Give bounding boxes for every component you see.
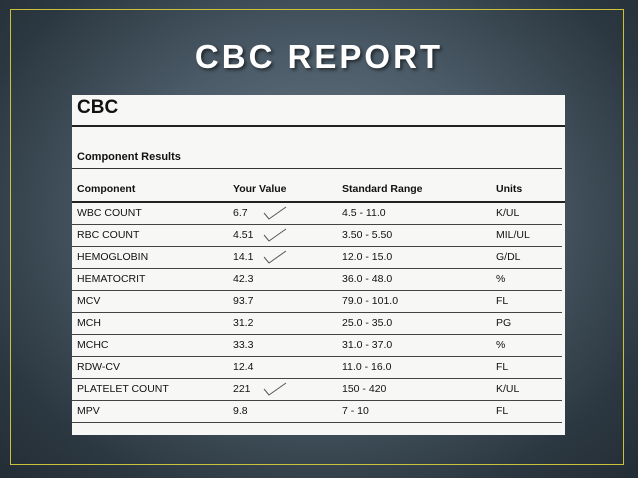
units-cell: MIL/UL <box>496 229 530 241</box>
row-divider <box>72 422 562 423</box>
range-cell: 12.0 - 15.0 <box>342 251 393 263</box>
header-units: Units <box>496 183 523 195</box>
range-cell: 11.0 - 16.0 <box>342 361 392 373</box>
check-mark-icon <box>262 227 288 243</box>
value-cell: 12.4 <box>233 361 254 373</box>
range-cell: 7 - 10 <box>342 405 369 417</box>
units-cell: FL <box>496 361 509 373</box>
range-cell: 150 - 420 <box>342 383 387 395</box>
table-row <box>72 313 565 335</box>
table-row <box>72 357 565 379</box>
table-row <box>72 225 565 247</box>
table-row <box>72 203 565 225</box>
component-cell: RBC COUNT <box>77 229 140 241</box>
component-cell: MPV <box>77 405 100 417</box>
report-document <box>72 95 565 435</box>
check-mark-icon <box>262 205 288 221</box>
table-row <box>72 291 565 313</box>
value-cell: 31.2 <box>233 317 254 329</box>
slide-title: CBC REPORT <box>194 38 444 75</box>
table-row <box>72 335 565 357</box>
report-title: CBC <box>77 97 119 118</box>
component-cell: MCV <box>77 295 101 307</box>
header-component: Component <box>77 183 136 195</box>
value-cell: 93.7 <box>233 295 254 307</box>
range-cell: 36.0 - 48.0 <box>342 273 393 285</box>
check-mark-icon <box>262 381 288 397</box>
table-row <box>72 247 565 269</box>
value-cell: 14.1 <box>233 251 254 263</box>
range-cell: 25.0 - 35.0 <box>342 317 393 329</box>
range-cell: 31.0 - 37.0 <box>342 339 393 351</box>
component-cell: MCHC <box>77 339 109 351</box>
units-cell: FL <box>496 405 509 417</box>
table-row <box>72 401 565 423</box>
value-cell: 9.8 <box>233 405 248 417</box>
units-cell: G/DL <box>496 251 521 263</box>
units-cell: K/UL <box>496 383 520 395</box>
header-your-value: Your Value <box>233 183 287 195</box>
value-cell: 42.3 <box>233 273 254 285</box>
value-cell: 33.3 <box>233 339 254 351</box>
range-cell: 3.50 - 5.50 <box>342 229 393 241</box>
units-cell: % <box>496 273 506 285</box>
component-cell: MCH <box>77 317 101 329</box>
component-cell: RDW-CV <box>77 361 120 373</box>
component-cell: WBC COUNT <box>77 207 142 219</box>
range-cell: 79.0 - 101.0 <box>342 295 399 307</box>
range-cell: 4.5 - 11.0 <box>342 207 386 219</box>
value-cell: 4.51 <box>233 229 254 241</box>
component-cell: HEMOGLOBIN <box>77 251 149 263</box>
header-standard-range: Standard Range <box>342 183 423 195</box>
units-cell: FL <box>496 295 509 307</box>
units-cell: PG <box>496 317 512 329</box>
check-mark-icon <box>262 249 288 265</box>
component-cell: PLATELET COUNT <box>77 383 169 395</box>
table-row <box>72 379 565 401</box>
section-heading: Component Results <box>77 151 181 163</box>
title-rule <box>72 125 565 127</box>
table-row <box>72 269 565 291</box>
component-cell: HEMATOCRIT <box>77 273 146 285</box>
section-rule <box>72 168 562 169</box>
value-cell: 6.7 <box>233 207 248 219</box>
units-cell: % <box>496 339 506 351</box>
value-cell: 221 <box>233 383 251 395</box>
units-cell: K/UL <box>496 207 520 219</box>
